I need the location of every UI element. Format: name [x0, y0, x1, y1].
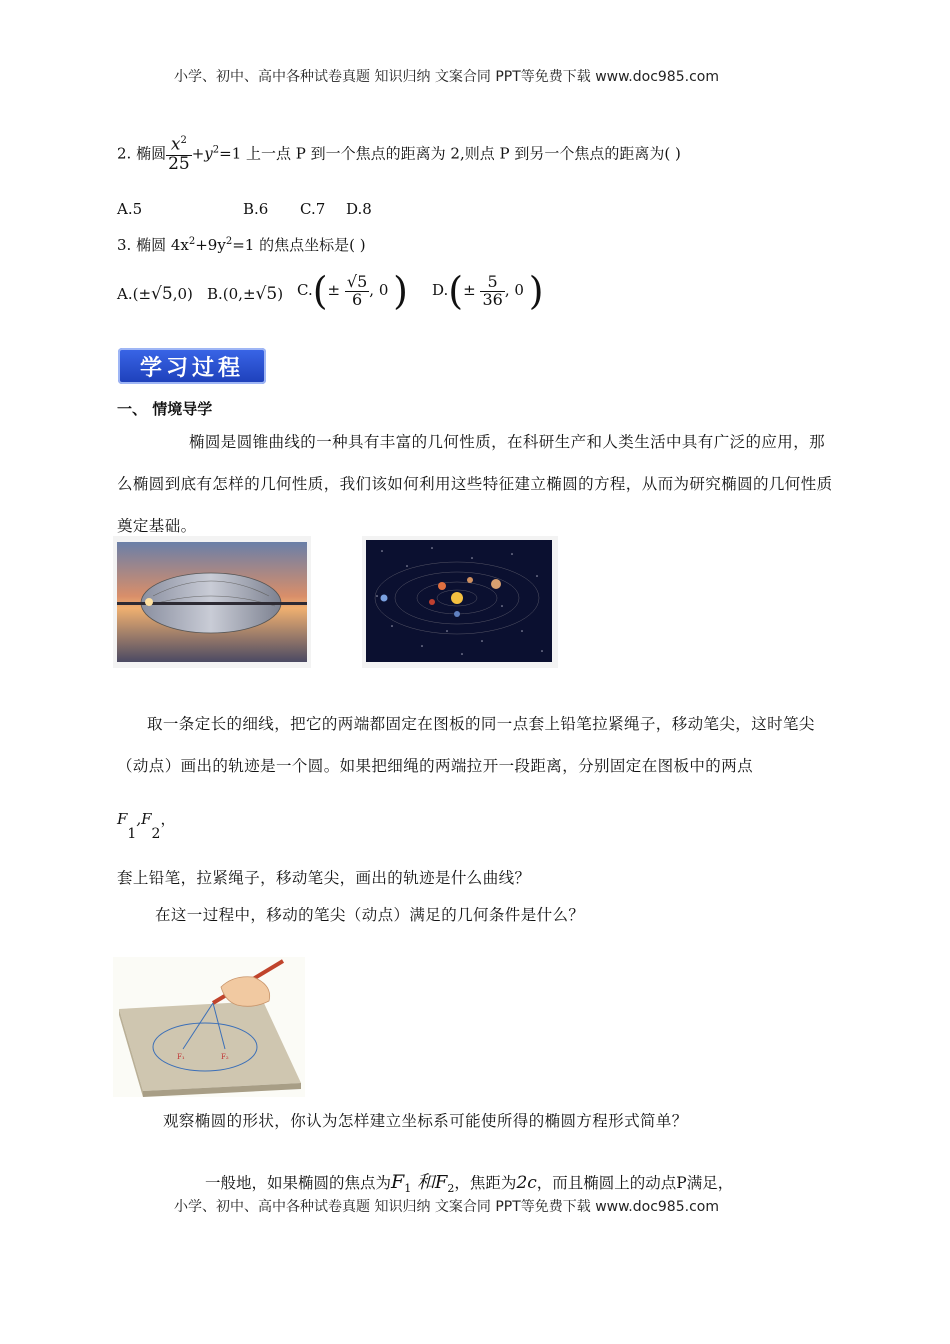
q2-option-b: B.6	[243, 200, 269, 218]
board-drawing-image	[113, 957, 305, 1097]
string-experiment-paragraph: 取一条定长的细线，把它的两端都固定在图板的同一点套上铅笔拉紧绳子，移动笔尖，这时笔尖（动点）画出的轨迹是一个圆。如果把细绳的两端拉开一段距离，分别固定在图板中的两点	[117, 715, 815, 775]
q2-option-c: C.7	[300, 200, 326, 218]
ellipse-drawing-illustration	[113, 957, 305, 1097]
question-curve-paragraph: 套上铅笔，拉紧绳子，移动笔尖，画出的轨迹是什么曲线？	[117, 869, 531, 887]
study-process-banner: 学习过程	[118, 348, 266, 384]
coordinate-question-paragraph: 观察椭圆的形状，你认为怎样建立坐标系可能使所得的椭圆方程形式简单？	[163, 1112, 688, 1130]
question-3: 3. 椭圆 $4x^2+9y^2=1$ 的焦点坐标是( )	[117, 236, 366, 254]
photo-opera-house	[113, 536, 311, 668]
definition-paragraph: 一般地，如果椭圆的焦点为$F_1$ 和$F_2$，焦距为2c，而且椭圆上的动点P满足，	[205, 1171, 734, 1196]
question-2: 2. 椭圆 $\frac{x^2}{25}$ $+y^2=1$ 上一点 P 到一个焦点的距离为 2,则点 P 到另一个焦点的距离为( )	[117, 134, 681, 174]
opera-house-image	[113, 536, 311, 668]
solar-system-image	[362, 536, 558, 668]
foci-labels: F1,F2，	[117, 810, 176, 842]
q3-option-c: C.(± $\frac{√5}{6}$ , 0 )	[297, 269, 408, 313]
section-title: 一、 情境导学	[117, 400, 213, 418]
fraction-x2-over-25: $\frac{x^2}{25}$	[168, 134, 190, 174]
q3-option-a: A.(±√5,0)	[117, 284, 193, 304]
page-header: 小学、初中、高中各种试卷真题 知识归纳 文案合同 PPT等免费下载 www.doc985.com	[174, 69, 719, 85]
q3-option-b: B.(0,±√5)	[207, 284, 284, 304]
f1-label: F₁	[177, 1053, 185, 1061]
question-condition-paragraph: 在这一过程中，移动的笔尖（动点）满足的几何条件是什么？	[155, 906, 585, 924]
f2-label: F₂	[221, 1053, 229, 1061]
photo-solar-system	[362, 536, 558, 668]
q2-option-d: D.8	[346, 200, 372, 218]
q3-option-d: D.(± $\frac{5}{36}$ , 0 )	[432, 269, 544, 313]
page-footer: 小学、初中、高中各种试卷真题 知识归纳 文案合同 PPT等免费下载 www.doc985.com	[174, 1199, 719, 1215]
q2-option-a: A.5	[117, 200, 143, 218]
intro-paragraph: 椭圆是圆锥曲线的一种具有丰富的几何性质，在科研生产和人类生活中具有广泛的应用，那么椭圆到底有怎样的几何性质，我们该如何利用这些特征建立椭圆的方程，从而为研究椭圆的几何性质奠定基础。	[117, 433, 833, 535]
